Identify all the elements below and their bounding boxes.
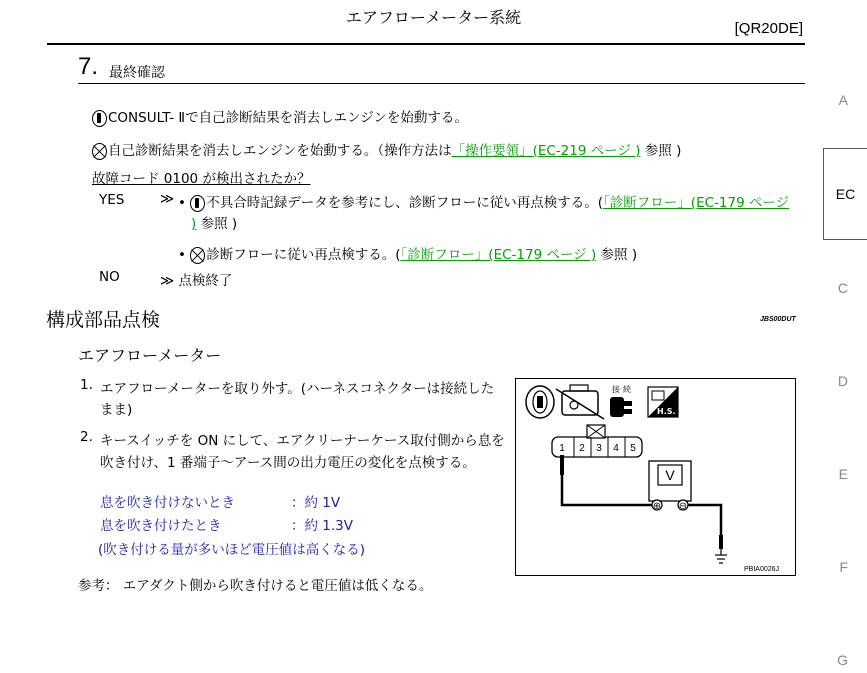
side-tab-a[interactable]: A <box>838 92 848 108</box>
voltage-check-diagram <box>515 378 796 576</box>
bullet-icon: • <box>178 195 186 211</box>
connector-pin-face <box>552 425 642 457</box>
side-tab-g[interactable]: G <box>837 652 848 668</box>
pin-3: 3 <box>596 443 602 454</box>
engine-icon <box>556 385 604 419</box>
step-2-line-1: キースイッチを ON にして、エアクリーナーケース取付側から息を <box>100 433 505 449</box>
yes-bullet-1-text: 不具合時記録データを参考にし、診断フローに従い再点検する。( <box>206 195 604 211</box>
bullet-icon: • <box>178 247 186 263</box>
voltmeter-label: V <box>665 467 675 483</box>
yes-bullet-2-text: 診断フローに従い再点検する。( <box>206 247 401 263</box>
step-1-line-2: まま) <box>100 402 133 418</box>
hs-label: H.S. <box>657 407 676 416</box>
yes-bullet-2-suffix: 参照 ) <box>596 247 638 263</box>
plus-terminal: ⊕ <box>652 501 662 512</box>
pin-2: 2 <box>579 443 585 454</box>
yes-arrow-icon: ≫ <box>160 191 175 207</box>
subsection-title: エアフローメーター <box>78 346 222 365</box>
step-rule <box>78 83 805 84</box>
yes-bullet-1 <box>178 191 789 212</box>
engine-model: [QR20DE] <box>734 20 803 37</box>
connect-label-1: 接 <box>612 385 620 394</box>
consult-instruction-text: CONSULT- Ⅱで自己診断結果を消去しエンジンを始動する。 <box>108 110 468 126</box>
no-result <box>160 269 232 289</box>
consult-off-icon <box>526 386 554 418</box>
yes-bullet-1-suffix: 参照 ) <box>196 216 238 232</box>
side-tab-e[interactable]: E <box>838 466 848 482</box>
pin-4: 4 <box>613 443 619 454</box>
no-consult-icon <box>92 143 107 160</box>
consult-instruction <box>92 106 468 127</box>
diagnosis-flow-link-2[interactable]: 「診断フロー」(EC-179 ページ ) <box>400 247 597 263</box>
consult-icon <box>92 110 107 127</box>
harness-side-icon <box>648 387 678 417</box>
no-result-text: 点検終了 <box>178 273 233 289</box>
no-consult-suffix: 参照 ) <box>640 143 682 159</box>
reference-note: 参考： エアダクト側から吹き付けると電圧値は低くなる。 <box>78 578 433 594</box>
no-arrow-icon: ≫ <box>160 273 175 289</box>
pin-1: 1 <box>559 443 565 454</box>
side-tab-c[interactable]: C <box>837 280 848 296</box>
yes-bullet-1-cont <box>191 212 237 232</box>
yes-label: YES <box>99 192 125 208</box>
diagram-code: PBIA0026J <box>744 566 780 573</box>
side-tab-f[interactable]: F <box>839 559 848 575</box>
minus-terminal: ⊖ <box>678 501 688 512</box>
step-number: 7. <box>78 53 99 80</box>
step-title: 最終確認 <box>109 65 165 81</box>
no-consult-instruction <box>92 139 681 160</box>
consult-icon <box>190 195 205 212</box>
spec-condition-2: 息を吹き付けたとき <box>100 518 222 534</box>
operation-guide-link[interactable]: 「操作要領」(EC-219 ページ ) <box>451 143 641 159</box>
spec-note: (吹き付ける量が多いほど電圧値は高くなる) <box>98 542 366 558</box>
page-title: エアフローメーター系統 <box>345 8 522 27</box>
diagnosis-flow-link-end[interactable]: ) <box>191 216 197 232</box>
test-leads <box>560 455 723 549</box>
header-rule <box>47 43 805 45</box>
no-consult-text: 自己診断結果を消去しエンジンを始動する。（操作方法は <box>108 143 452 159</box>
spec-value-2: ：約 1.3V <box>291 518 353 534</box>
step-1-line-1: エアフローメーターを取り外す。(ハーネスコネクターは接続した <box>100 381 495 397</box>
diagnosis-flow-link[interactable]: 「診断フロー」(EC-179 ページ <box>603 195 790 211</box>
connector-connected-icon <box>610 384 632 417</box>
connect-label-2: 続 <box>623 385 631 394</box>
no-label: NO <box>99 269 120 285</box>
voltmeter <box>649 461 691 512</box>
diagram-svg <box>516 379 795 575</box>
dtc-question: 故障コード 0100 が検出されたか？ <box>92 171 311 187</box>
yes-bullet-2 <box>178 243 637 264</box>
step-2-line-2: 吹き付け、1 番端子〜アース間の出力電圧の変化を点検する。 <box>100 455 476 471</box>
section-ref-code: JBS00DUT <box>760 316 796 323</box>
section-title: 構成部品点検 <box>46 309 161 331</box>
side-tab-ec[interactable]: EC <box>823 148 867 240</box>
spec-value-1: ：約 1V <box>291 495 341 511</box>
step-2-number: 2. <box>80 429 93 445</box>
no-consult-icon <box>190 247 205 264</box>
spec-condition-1: 息を吹き付けないとき <box>100 495 235 511</box>
pin-5: 5 <box>630 443 636 454</box>
side-tab-d[interactable]: D <box>837 373 848 389</box>
ground-icon <box>715 549 727 563</box>
step-1-number: 1. <box>80 377 93 393</box>
